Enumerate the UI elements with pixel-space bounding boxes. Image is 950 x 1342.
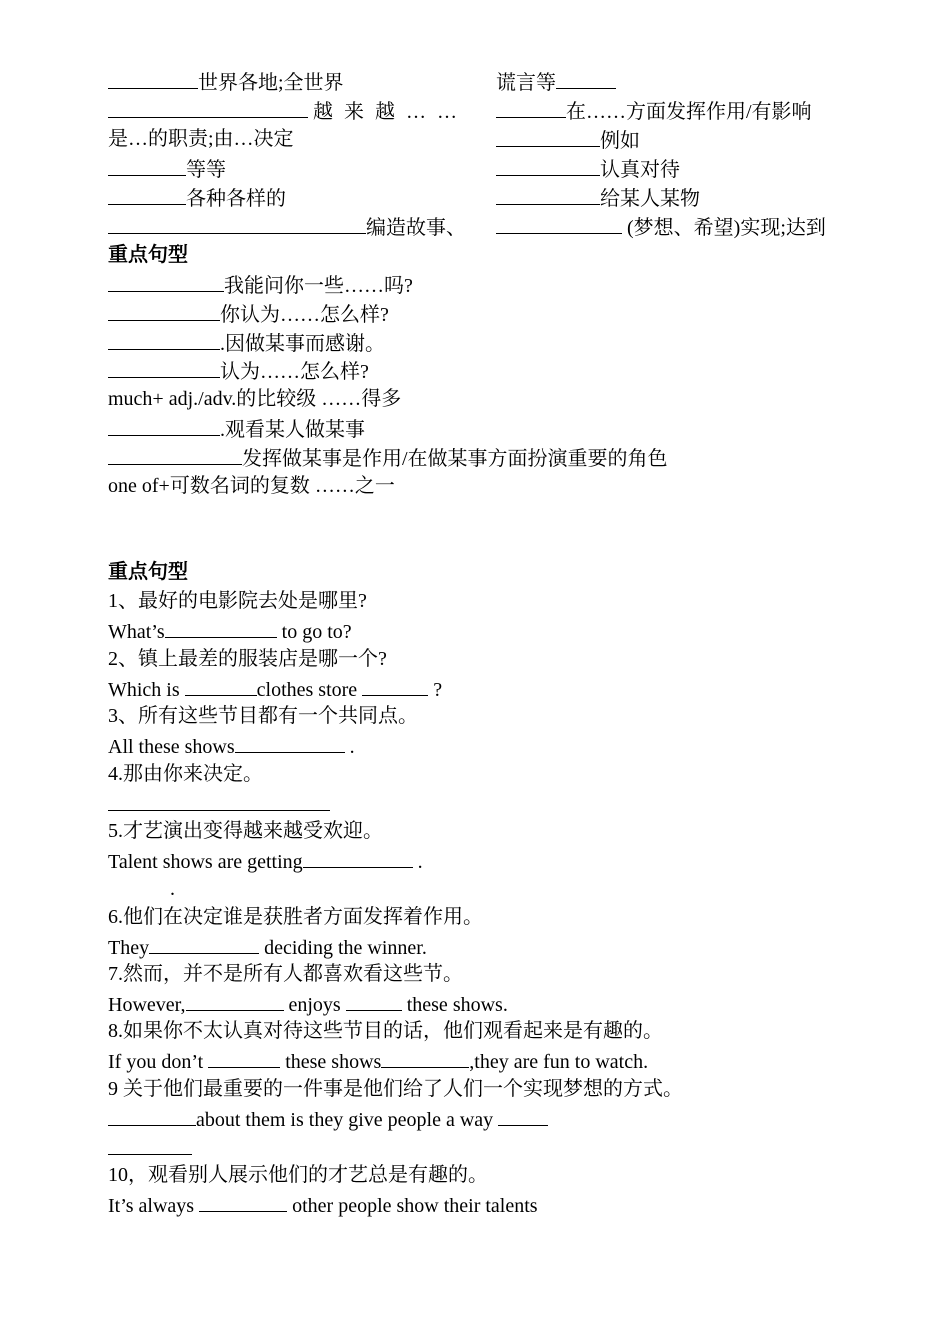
- q8-chinese: 8.如果你不太认真对待这些节目的话，他们观看起来是有趣的。: [108, 1020, 663, 1042]
- q5-chinese: 5.才艺演出变得越来越受欢迎。: [108, 820, 383, 842]
- vocab-left-1: 世界各地;全世界: [108, 68, 344, 96]
- answer-blank[interactable]: [149, 933, 259, 954]
- answer-blank[interactable]: [199, 1191, 287, 1212]
- section-heading: 重点句型: [108, 244, 188, 266]
- answer-blank[interactable]: [185, 675, 257, 696]
- q1-english: What’s to go to?: [108, 617, 352, 645]
- answer-blank[interactable]: [303, 847, 413, 868]
- answer-blank[interactable]: [108, 68, 198, 89]
- answer-blank[interactable]: [108, 97, 308, 118]
- pattern-1: 我能问你一些……吗?: [108, 271, 413, 299]
- answer-blank[interactable]: [108, 300, 220, 321]
- vocab-right-4: 认真对待: [496, 155, 680, 183]
- q9-english-cont: [108, 1134, 192, 1162]
- q3-chinese: 3、所有这些节目都有一个共同点。: [108, 705, 418, 727]
- q10-chinese: 10，观看别人展示他们的才艺总是有趣的。: [108, 1164, 488, 1186]
- answer-blank[interactable]: [165, 617, 277, 638]
- vocab-left-5: 各种各样的: [108, 184, 286, 212]
- q3-english: All these shows .: [108, 732, 355, 760]
- answer-blank[interactable]: [108, 415, 220, 436]
- q5-english: Talent shows are getting .: [108, 847, 423, 875]
- answer-blank[interactable]: [108, 357, 220, 378]
- answer-blank[interactable]: [496, 126, 600, 147]
- answer-blank[interactable]: [381, 1047, 469, 1068]
- answer-blank[interactable]: [108, 790, 330, 811]
- q6-english: They deciding the winner.: [108, 933, 427, 961]
- q8-english: If you don’t these shows ,they are fun to watch.: [108, 1047, 648, 1075]
- vocab-right-3: 例如: [496, 126, 640, 154]
- q4-chinese: 4.那由你来决定。: [108, 763, 263, 785]
- pattern-8: one of+可数名词的复数 ……之一: [108, 475, 395, 497]
- q7-chinese: 7.然而，并不是所有人都喜欢看这些节。: [108, 963, 463, 985]
- vocab-right-1: 谎言等: [496, 68, 616, 96]
- pattern-7: 发挥做某事是作用/在做某事方面扮演重要的角色: [108, 444, 668, 472]
- answer-blank[interactable]: [496, 184, 600, 205]
- q1-chinese: 1、最好的电影院去处是哪里?: [108, 590, 367, 612]
- answer-blank[interactable]: [108, 444, 242, 465]
- answer-blank[interactable]: [108, 155, 186, 176]
- q6-chinese: 6.他们在决定谁是获胜者方面发挥着作用。: [108, 906, 483, 928]
- answer-blank[interactable]: [186, 990, 284, 1011]
- answer-blank[interactable]: [108, 184, 186, 205]
- answer-blank[interactable]: [108, 1134, 192, 1155]
- answer-blank[interactable]: [235, 732, 345, 753]
- pattern-5: much+ adj./adv.的比较级 ……得多: [108, 388, 402, 410]
- pattern-2: 你认为……怎么样?: [108, 300, 389, 328]
- pattern-4: 认为……怎么样?: [108, 357, 369, 385]
- q7-english: However, enjoys these shows.: [108, 990, 508, 1018]
- vocab-right-2: 在……方面发挥作用/有影响: [496, 97, 812, 125]
- answer-blank[interactable]: [108, 329, 220, 350]
- q9-english: about them is they give people a way: [108, 1105, 548, 1133]
- section-heading: 重点句型: [108, 561, 188, 583]
- answer-blank[interactable]: [108, 271, 224, 292]
- vocab-left-6: 编造故事、: [108, 213, 466, 241]
- q4-english: [108, 790, 330, 818]
- answer-blank[interactable]: [108, 213, 366, 234]
- answer-blank[interactable]: [496, 213, 622, 234]
- answer-blank[interactable]: [496, 97, 566, 118]
- vocab-left-3: 是…的职责;由…决定: [108, 128, 294, 150]
- answer-blank[interactable]: [108, 1105, 196, 1126]
- answer-blank[interactable]: [208, 1047, 280, 1068]
- answer-blank[interactable]: [362, 675, 428, 696]
- answer-blank[interactable]: [346, 990, 402, 1011]
- answer-blank[interactable]: [556, 68, 616, 89]
- q2-chinese: 2、镇上最差的服装店是哪一个?: [108, 648, 387, 670]
- vocab-right-5: 给某人某物: [496, 184, 700, 212]
- answer-blank[interactable]: [496, 155, 600, 176]
- vocab-left-2: 越 来 越 … …: [108, 97, 460, 125]
- vocab-left-4: 等等: [108, 155, 226, 183]
- pattern-6: .观看某人做某事: [108, 415, 365, 443]
- q10-english: It’s always other people show their talents: [108, 1191, 538, 1219]
- q5-dot: .: [170, 878, 175, 900]
- vocab-right-6: (梦想、希望)实现;达到: [496, 213, 826, 241]
- pattern-3: .因做某事而感谢。: [108, 329, 385, 357]
- answer-blank[interactable]: [498, 1105, 548, 1126]
- q9-chinese: 9 关于他们最重要的一件事是他们给了人们一个实现梦想的方式。: [108, 1078, 683, 1100]
- q2-english: Which is clothes store ?: [108, 675, 442, 703]
